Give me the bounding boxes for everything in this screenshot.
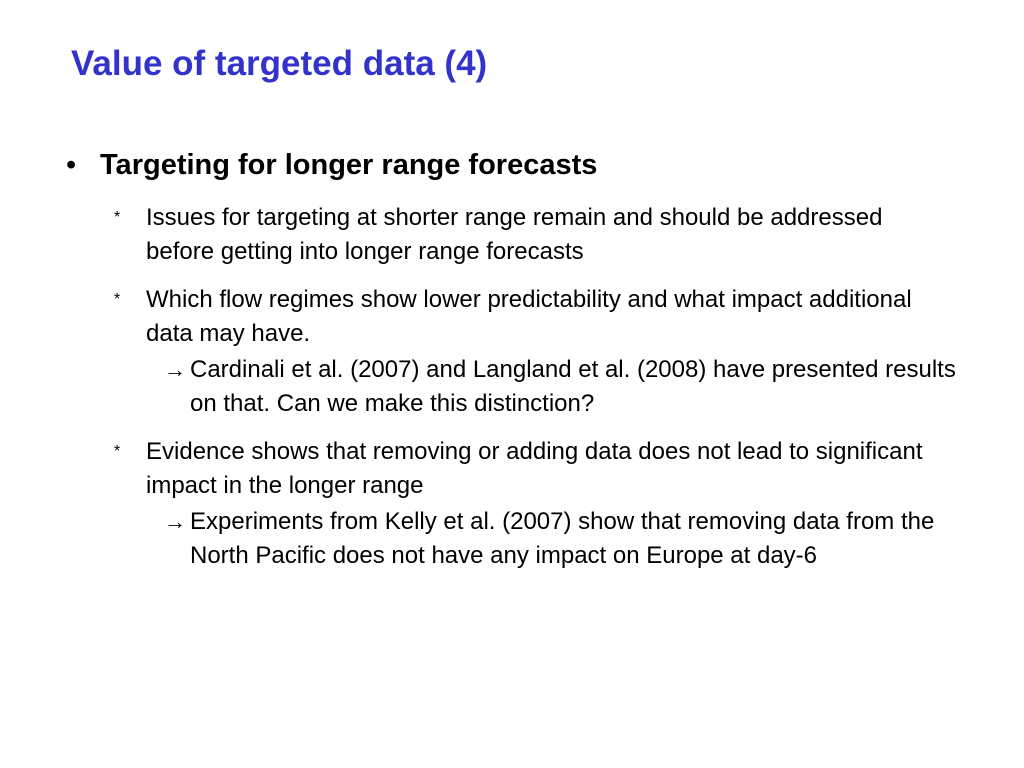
sub-sub-bullet-text: Experiments from Kelly et al. (2007) show that removing data from the North Pacific does not have any impact on Europe at day-6 [190, 507, 935, 569]
sub-bullet-2 [114, 283, 986, 351]
arrow-right-icon: → [164, 356, 186, 382]
main-bullet-text: Targeting for longer range forecasts [100, 149, 598, 181]
arrow-right-icon: → [164, 508, 186, 534]
sub-sub-bullet-3-1 [164, 505, 986, 573]
sub-sub-bullet-text: Cardinali et al. (2007) and Langland et al. (2008) have presented results on that. Can we make this distinction? [190, 355, 956, 417]
bullet-dot-icon: • [66, 149, 77, 181]
sub-bullet-3 [114, 435, 986, 503]
sub-bullet-1 [114, 201, 986, 269]
sub-bullet-text: Evidence shows that removing or adding data does not lead to significant impact in the longer range [146, 437, 923, 499]
asterisk-icon: * [114, 290, 121, 308]
sub-bullet-text: Issues for targeting at shorter range remain and should be addressed before getting into longer range forecasts [146, 203, 883, 265]
asterisk-icon: * [114, 442, 121, 460]
sub-bullet-text: Which flow regimes show lower predictability and what impact additional data may have. [146, 285, 912, 347]
asterisk-icon: * [114, 208, 121, 226]
slide-content [66, 148, 986, 587]
main-bullet [66, 148, 986, 183]
slide-title: Value of targeted data (4) [71, 44, 488, 83]
sub-sub-bullet-2-1 [164, 353, 986, 421]
